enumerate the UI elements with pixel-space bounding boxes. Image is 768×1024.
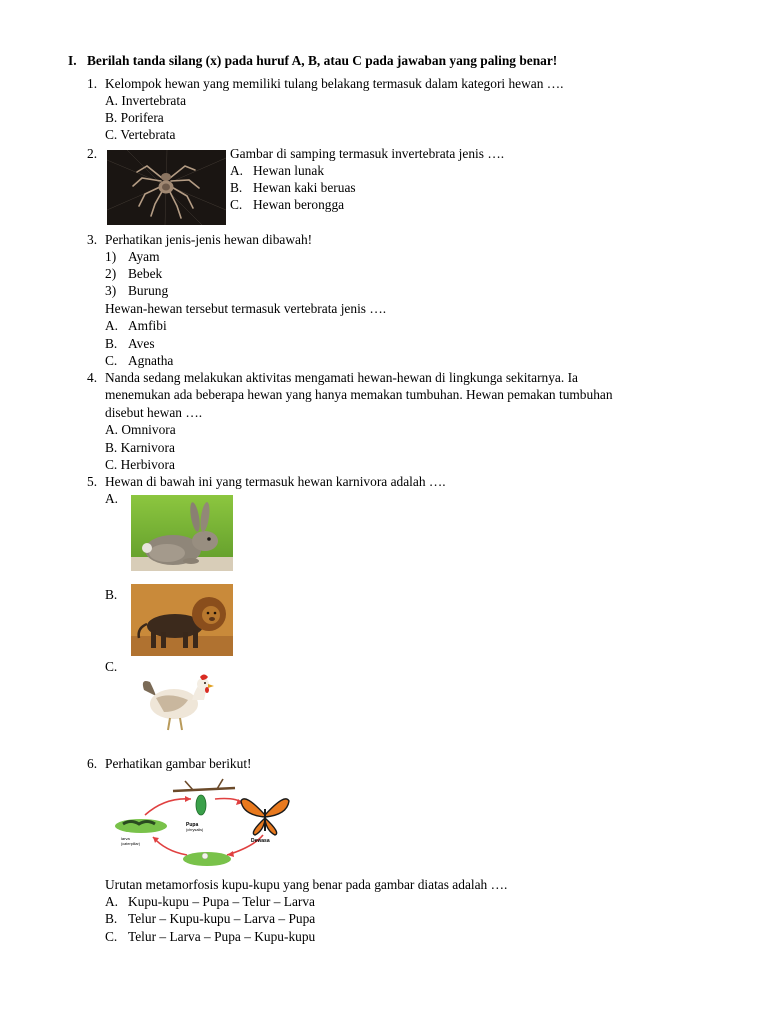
- spider-photo: [107, 150, 226, 225]
- list-item: Bebek: [128, 266, 163, 281]
- larva-sublabel: (caterpillar): [121, 842, 140, 846]
- question-number: 6.: [87, 756, 98, 771]
- question-text: disebut hewan ….: [105, 405, 203, 420]
- option-text: Hewan lunak: [253, 163, 325, 178]
- option-letter: B.: [105, 587, 118, 602]
- lion-photo: [131, 584, 233, 656]
- pupa-shape: [196, 795, 206, 815]
- option-letter: B.: [230, 180, 243, 195]
- option-text: Hewan berongga: [253, 197, 345, 212]
- answer-option: A. Omnivora: [105, 422, 176, 437]
- answer-option: B. Porifera: [105, 110, 164, 125]
- option-letter: B.: [105, 336, 118, 351]
- option-text: Kupu-kupu – Pupa – Telur – Larva: [128, 894, 315, 909]
- answer-option: C. Herbivora: [105, 457, 175, 472]
- section-numeral: I.: [68, 53, 77, 68]
- question-text: Hewan di bawah ini yang termasuk hewan karnivora adalah ….: [105, 474, 446, 489]
- list-item: Ayam: [128, 249, 160, 264]
- question-number: 5.: [87, 474, 98, 489]
- list-number: 1): [105, 249, 117, 264]
- option-text: Telur – Larva – Pupa – Kupu-kupu: [128, 929, 316, 944]
- question-text: Hewan-hewan tersebut termasuk vertebrata jenis ….: [105, 301, 387, 316]
- egg-shape: [202, 853, 208, 859]
- pupa-sublabel: (chrysalis): [186, 828, 204, 832]
- answer-option: C. Vertebrata: [105, 127, 176, 142]
- option-text: Agnatha: [128, 353, 174, 368]
- option-letter: C.: [105, 659, 118, 674]
- metamorphosis-diagram: [105, 775, 300, 870]
- option-text: Hewan kaki beruas: [253, 180, 356, 195]
- question-text: Gambar di samping termasuk invertebrata jenis ….: [230, 146, 505, 161]
- question-number: 3.: [87, 232, 98, 247]
- option-letter: A.: [105, 491, 119, 506]
- pupa-label: Pupa: [186, 822, 199, 828]
- question-text: Perhatikan gambar berikut!: [105, 756, 252, 771]
- list-number: 2): [105, 266, 117, 281]
- larva-leaf: [115, 819, 167, 833]
- option-letter: C.: [230, 197, 243, 212]
- question-number: 2.: [87, 146, 98, 161]
- option-letter: C.: [105, 929, 118, 944]
- answer-option: A. Invertebrata: [105, 93, 187, 108]
- option-letter: A.: [105, 318, 119, 333]
- question-text: Nanda sedang melakukan aktivitas mengamati hewan-hewan di lingkunga sekitarnya. Ia: [105, 370, 578, 385]
- option-letter: C.: [105, 353, 118, 368]
- section-instruction: Berilah tanda silang (x) pada huruf A, B, atau C pada jawaban yang paling benar!: [87, 53, 558, 68]
- option-letter: A.: [230, 163, 244, 178]
- answer-option: B. Karnivora: [105, 440, 175, 455]
- option-text: Amfibi: [128, 318, 167, 333]
- question-number: 4.: [87, 370, 98, 385]
- list-number: 3): [105, 283, 117, 298]
- adult-label: Dewasa: [251, 838, 270, 844]
- option-letter: A.: [105, 894, 119, 909]
- question-text: Kelompok hewan yang memiliki tulang belakang termasuk dalam kategori hewan ….: [105, 76, 564, 91]
- question-text: menemukan ada beberapa hewan yang hanya memakan tumbuhan. Hewan pemakan tumbuhan: [105, 387, 613, 402]
- question-text: Perhatikan jenis-jenis hewan dibawah!: [105, 232, 313, 247]
- option-letter: B.: [105, 911, 118, 926]
- option-text: Aves: [128, 336, 155, 351]
- list-item: Burung: [128, 283, 169, 298]
- question-text: Urutan metamorfosis kupu-kupu yang benar pada gambar diatas adalah ….: [105, 877, 508, 892]
- chicken-photo: [140, 672, 220, 734]
- option-text: Telur – Kupu-kupu – Larva – Pupa: [128, 911, 316, 926]
- larva-label: larva: [121, 836, 130, 841]
- rabbit-photo: [131, 495, 233, 571]
- question-number: 1.: [87, 76, 98, 91]
